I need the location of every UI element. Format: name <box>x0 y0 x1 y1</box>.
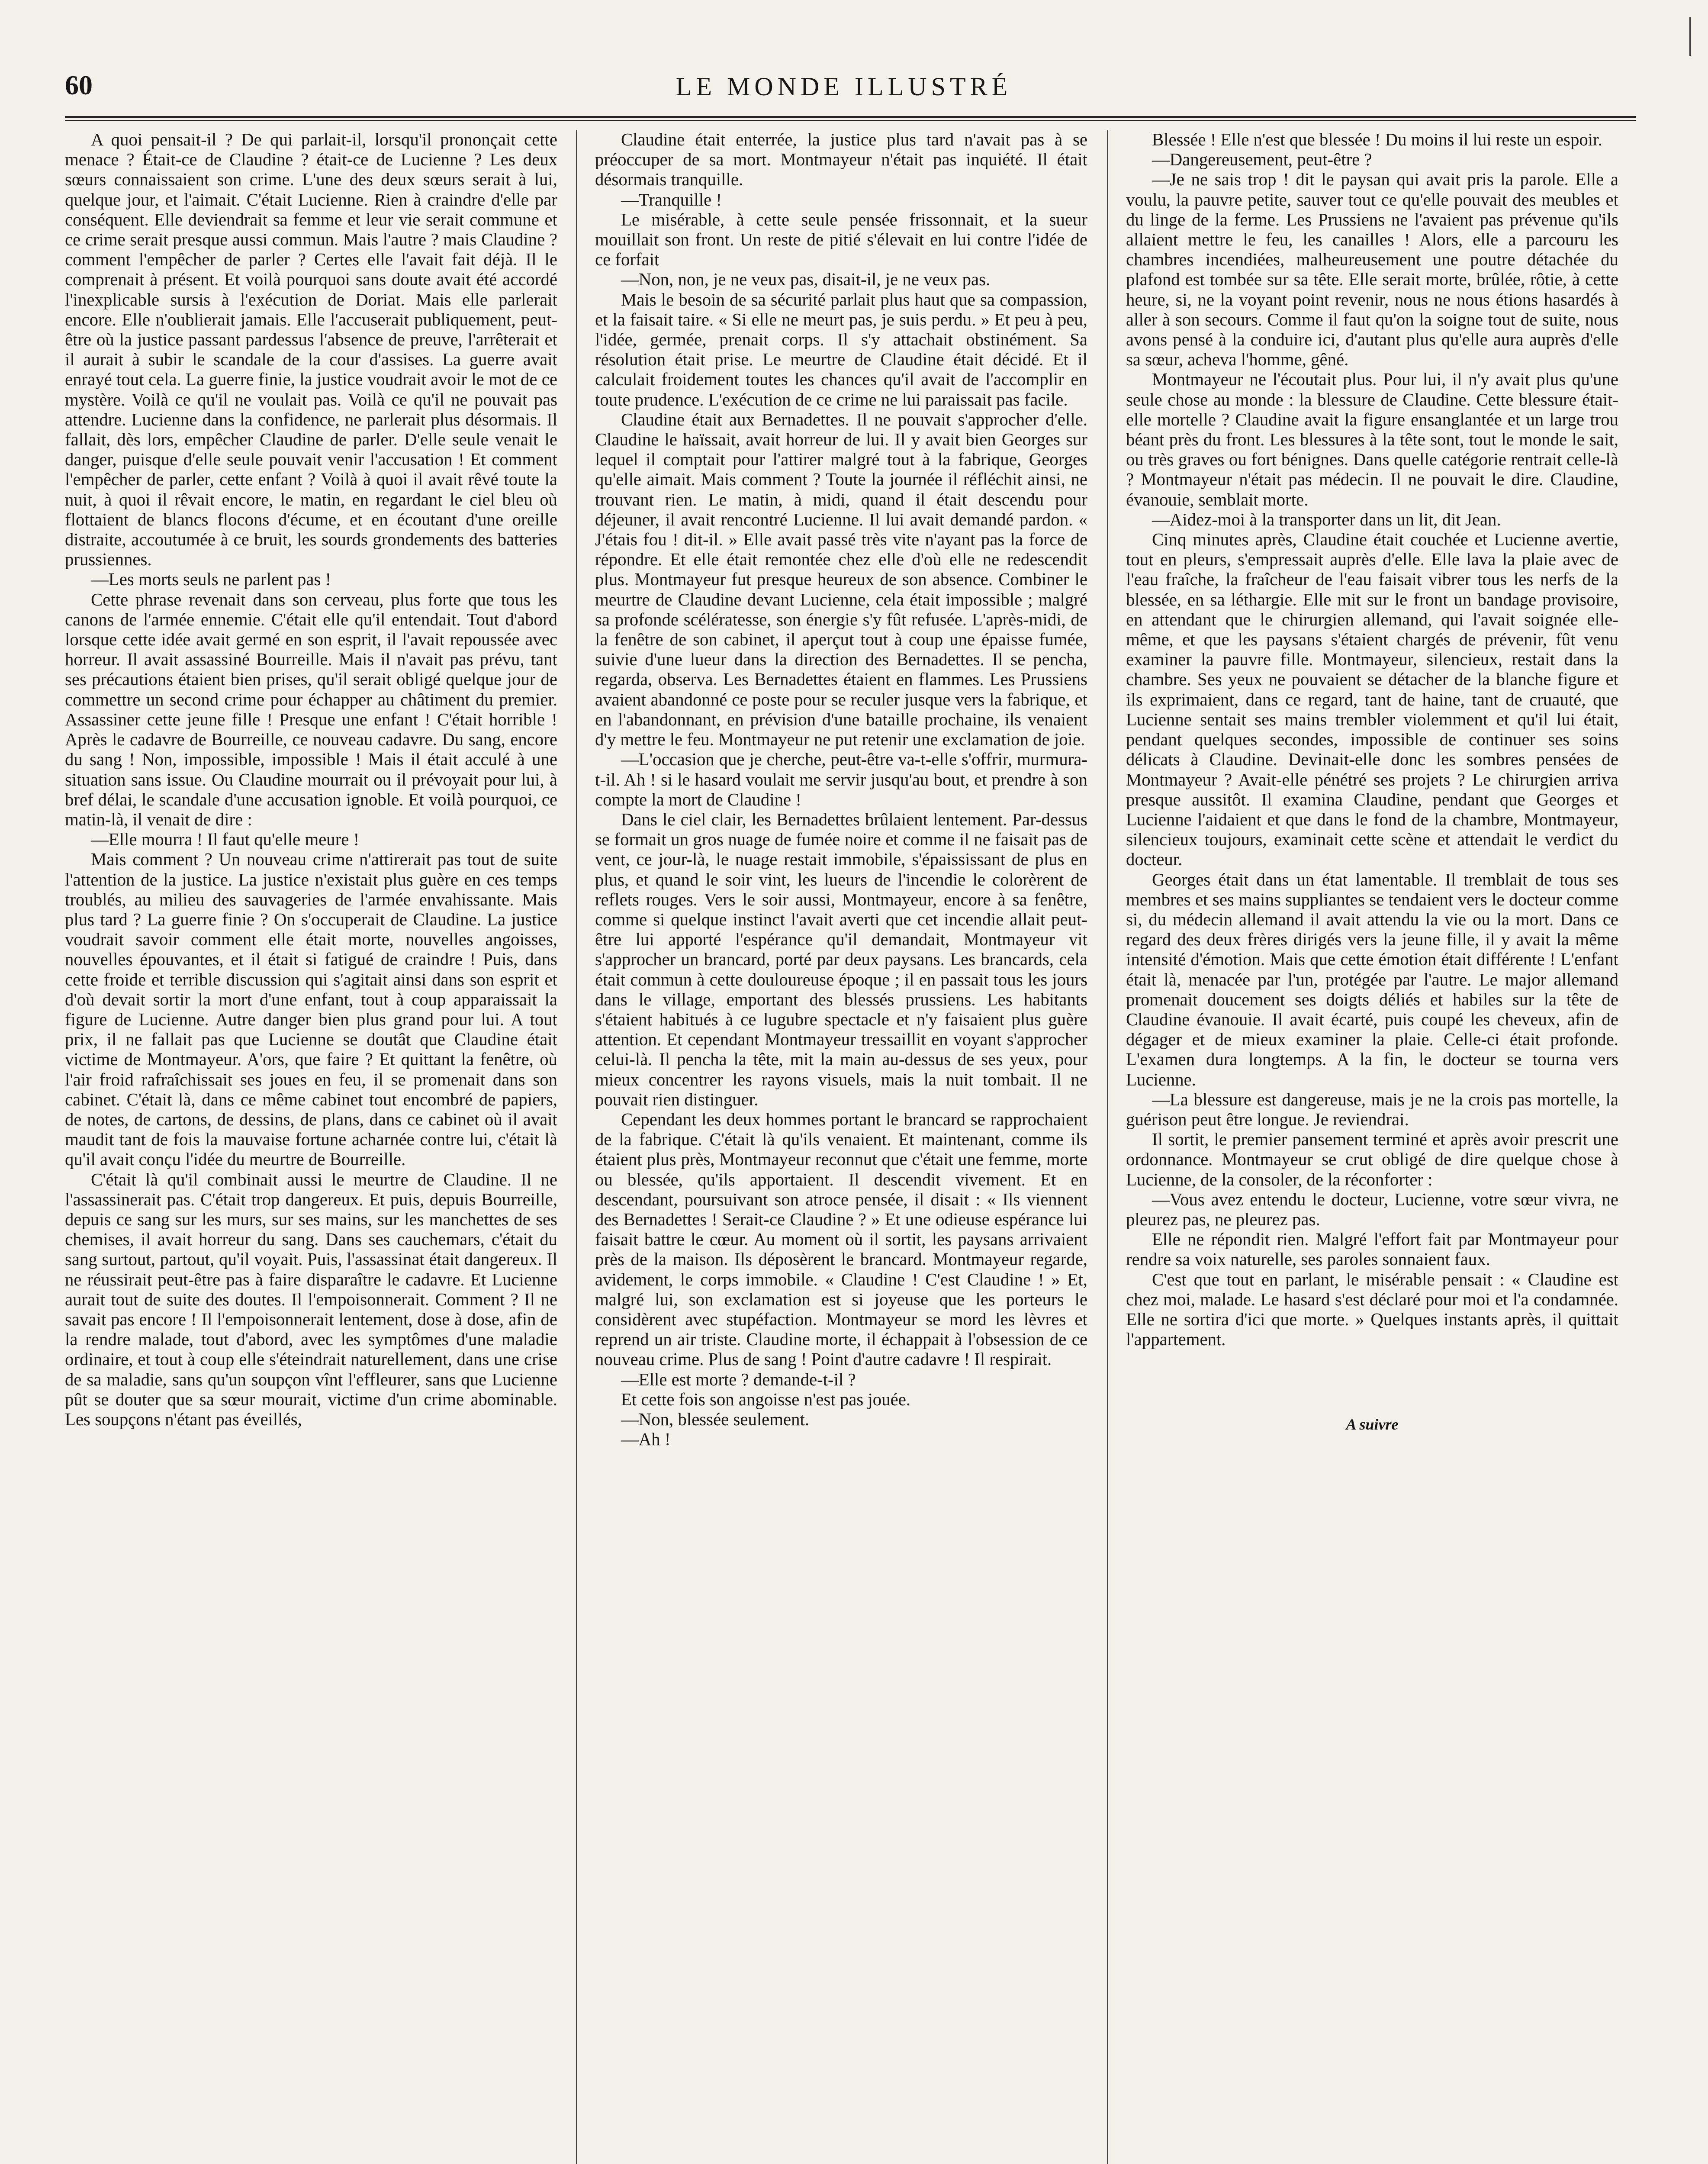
paragraph: —Les morts seuls ne parlent pas ! <box>91 570 331 589</box>
paragraph: Cependant les deux hommes portant le brancard se rapprochaient de la fabrique. C'était là qu'ils venaient. Et maintenant, comme ils étaient plus près, Montmayeur reconnut que c'était une femme, morte ou blessée, qu'ils apportaient. Il descendit vivement. Et en descendant, poursuivant son atroce pensée, il disait : « Ils viennent des Bernadettes ! Serait-ce Claudine ? » Et une odieuse espérance lui faisait battre le cœur. Au moment où il sortit, les paysans arrivaient près de la maison. Ils déposèrent le brancard. Montmayeur regarde, avidement, le corps immobile. « Claudine ! C'est Claudine ! » Et, malgré lui, son exclamation est si joyeuse que les porteurs le considèrent avec stupéfaction. Montmayeur se mord les lèvres et reprend un air triste. Claudine morte, il échappait à l'obsession de ce nouveau crime. Plus de sang ! Point d'autre cadavre ! Il respirait. <box>595 1109 1087 1369</box>
header-rule <box>65 116 1636 118</box>
paragraph: —Dangereusement, peut-être ? <box>1152 150 1372 170</box>
paragraph: —Non, blessée seulement. <box>621 1410 810 1429</box>
paragraph: Il sortit, le premier pansement terminé et après avoir prescrit une ordonnance. Montmayeur se crut obligé de dire quelque chose à Lucienne, de la consoler, de la réconforter : <box>1126 1130 1618 1189</box>
to-be-continued: A suivre <box>1346 1416 1399 1433</box>
paragraph: Et cette fois son angoisse n'est pas jouée. <box>621 1389 911 1409</box>
paragraph: —L'occasion que je cherche, peut-être va-t-elle s'offrir, murmura-t-il. Ah ! si le hasard voulait me servir jusqu'au bout, et prendre à son compte la mort de Claudine ! <box>595 750 1087 809</box>
paragraph: Georges était dans un état lamentable. Il tremblait de tous ses membres et ses mains suppliantes se tendaient vers le docteur comme si, du médecin allemand il avait attendu la vie ou la mort. Dans ce regard des deux frères dirigés vers la jeune fille, il y avait la même intensité d'émotion. Mais que cette émotion était différente ! L'enfant était là, menacée par l'un, protégée par l'autre. Le major allemand promenait doucement ses doigts déliés et habiles sur la tête de Claudine évanouie. Il avait écarté, puis coupé les cheveux, afin de dégager et de mieux examiner la plaie. Celle-ci était profonde. L'examen dura longtemps. A la fin, le docteur se tourna vers Lucienne. <box>1126 869 1618 1089</box>
binding-edge-mark <box>1689 17 1691 56</box>
column-3 <box>1126 130 1618 1435</box>
journal-title: LE MONDE ILLUSTRÉ <box>675 72 1012 101</box>
paragraph: —Non, non, je ne veux pas, disait-il, je ne veux pas. <box>621 270 991 290</box>
paragraph: —Je ne sais trop ! dit le paysan qui avait pris la parole. Elle a voulu, la pauvre petite, sauver tout ce qu'elle pouvait des meubles et du linge de la ferme. Les Prussiens ne l'avaient pas prévenue qu'ils allaient mettre le feu, les canailles ! Alors, elle a parcouru les chambres incendiées, malheureusement une poutre détachée du plafond est tombée sur sa tête. Elle serait morte, brûlée, rôtie, à cette heure, si, ne la voyant point revenir, nous ne nous étions hasardés à aller à son secours. Comme il faut qu'on la soigne tout de suite, nous avons pensé à la conduire ici, d'autant plus qu'elle aura auprès d'elle sa sœur, acheva l'homme, gêné. <box>1126 170 1618 370</box>
column-divider <box>1107 130 1108 2164</box>
column-1 <box>65 130 557 1430</box>
header-rule-thin <box>65 120 1636 121</box>
paragraph: Montmayeur ne l'écoutait plus. Pour lui, il n'y avait plus qu'une seule chose au monde : la blessure de Claudine. Cette blessure était-elle mortelle ? Claudine avait la figure ensanglantée et un large trou béant près du front. Les blessures à la tête sont, tout le monde le sait, ou très graves ou fort bénignes. Dans quelle catégorie rentrait celle-là ? Montmayeur n'était pas médecin. Il ne pouvait le dire. Claudine, évanouie, semblait morte. <box>1126 370 1618 509</box>
paragraph: Cette phrase revenait dans son cerveau, plus forte que tous les canons de l'armée ennemie. C'était elle qu'il entendait. Tout d'abord lorsque cette idée avait germé en son esprit, il l'avait repoussée avec horreur. Il avait assassiné Bourreille. Mais il n'avait pas prévu, tant ses précautions étaient bien prises, qu'il serait obligé quelque jour de commettre un second crime pour échapper au châtiment du premier. Assassiner cette jeune fille ! Presque une enfant ! C'était horrible ! Après le cadavre de Bourreille, ce nouveau cadavre. Du sang, encore du sang ! Non, impossible, impossible ! Mais il était acculé à une situation sans issue. Ou Claudine mourrait ou il prévoyait pour lui, à bref délai, le scandale d'une accusation ignoble. Et voilà pourquoi, ce matin-là, il venait de dire : <box>65 589 557 829</box>
column-2 <box>595 130 1087 1449</box>
paragraph: —La blessure est dangereuse, mais je ne la crois pas mortelle, la guérison peut être longue. Je reviendrai. <box>1126 1089 1618 1129</box>
paragraph: Blessée ! Elle n'est que blessée ! Du moins il lui reste un espoir. <box>1152 130 1602 149</box>
paragraph: Claudine était enterrée, la justice plus tard n'avait pas à se préoccuper de sa mort. Montmayeur n'était pas inquiété. Il était désormais tranquille. <box>595 130 1087 190</box>
paragraph: —Elle est morte ? demande-t-il ? <box>621 1369 856 1389</box>
paragraph: Elle ne répondit rien. Malgré l'effort fait par Montmayeur pour rendre sa voix naturelle, ses paroles sonnaient faux. <box>1126 1230 1618 1269</box>
paragraph: Mais comment ? Un nouveau crime n'attirerait pas tout de suite l'attention de la justice. La justice n'existait plus guère en ces temps troublés, au milieu des sauvageries de l'armée envahissante. Mais plus tard ? La guerre finie ? On s'occuperait de Claudine. La justice voudrait savoir comment elle était morte, nouvelles angoisses, nouvelles épouvantes, et il était si fatigué de craindre ! Puis, dans cette froide et terrible discussion qui s'agitait ainsi dans son esprit et d'où devait sortir la mort d'une enfant, tout à coup apparaissait la figure de Lucienne. Autre danger bien plus grand pour lui. A tout prix, il ne fallait pas que Lucienne se doutât que Claudine était victime de Montmayeur. A'ors, que faire ? Et quittant la fenêtre, où l'air froid rafraîchissait ses joues en feu, il se promenait dans son cabinet. C'était là, dans ce même cabinet tout encombré de papiers, de notes, de cartons, de dessins, de plans, dans ce cabinet où il avait maudit tant de fois la mauvaise fortune acharnée contre lui, c'était là qu'il avait conçu l'idée du meurtre de Bourreille. <box>65 850 557 1169</box>
page-number: 60 <box>65 70 93 100</box>
column-divider <box>576 130 577 2164</box>
paragraph: C'était là qu'il combinait aussi le meurtre de Claudine. Il ne l'assassinerait pas. C'était trop dangereux. Et puis, depuis Bourreille, depuis ce sang sur les murs, sur ses mains, sur les manchettes de ses chemises, il avait horreur du sang. Dans ses cauchemars, c'était du sang surtout, partout, qu'il voyait. Puis, l'assassinat était dangereux. Il ne réussirait peut-être pas à faire disparaître le cadavre. Et Lucienne aurait tout de suite des doutes. Il l'empoisonnerait. Comment ? Il ne savait pas encore ! Il l'empoisonnerait lentement, dose à dose, afin de la rendre malade, tout d'abord, avec les symptômes d'une maladie ordinaire, et tout à coup elle s'éteindrait naturellement, dans une crise de sa maladie, sans qu'un soupçon vînt l'effleurer, sans que Lucienne pût se douter que sa sœur mourait, victime d'un crime abominable. Les soupçons n'étant pas éveillés, <box>65 1169 557 1429</box>
paragraph: —Elle mourra ! Il faut qu'elle meure ! <box>91 830 360 850</box>
paragraph: Cinq minutes après, Claudine était couchée et Lucienne avertie, tout en pleurs, s'empressait auprès d'elle. Elle lava la plaie avec de l'eau fraîche, la fraîcheur de l'eau faisait vibrer tous les nerfs de la blessée, en sa léthargie. Elle mit sur le front un bandage provisoire, en attendant que le chirurgien allemand, qui l'avait soignée elle-même, et que les paysans s'étaient chargés de prévenir, fût venu examiner la pauvre fille. Montmayeur, silencieux, restait dans la chambre. Ses yeux ne pouvaient se détacher de la blanche figure et ils exprimaient, dans ce regard, tant de haine, tant de cruauté, que Lucienne sentait ses mains trembler violemment et qu'il lui était, pendant quelques secondes, impossible de continuer ses soins délicats à Claudine. Devinait-elle donc les sombres pensées de Montmayeur ? Avait-elle pénétré ses projets ? Le chirurgien arriva presque aussitôt. Il examina Claudine, pendant que Georges et Lucienne l'aidaient et que dans le fond de la chambre, Montmayeur, silencieux toujours, examinait cette scène et attendait le verdict du docteur. <box>1126 530 1618 869</box>
paragraph: —Aidez-moi à la transporter dans un lit, dit Jean. <box>1152 509 1501 529</box>
page-header <box>65 69 1623 117</box>
paragraph: —Vous avez entendu le docteur, Lucienne, votre sœur vivra, ne pleurez pas, ne pleurez pas. <box>1126 1189 1618 1229</box>
paragraph: Le misérable, à cette seule pensée frissonnait, et la sueur mouillait son front. Un reste de pitié s'élevait en lui contre l'idée de ce forfait <box>595 209 1087 270</box>
paragraph: Mais le besoin de sa sécurité parlait plus haut que sa compassion, et la faisait taire. « Si elle ne meurt pas, je suis perdu. » Et peu à peu, l'idée, germée, prenait corps. Il s'y attachait obstinément. Sa résolution était prise. Le meurtre de Claudine était décidé. Et il calculait froidement toutes les chances qu'il avait de l'accomplir en toute prudence. L'exécution de ce crime ne lui paraissait pas facile. <box>595 290 1087 409</box>
paragraph: Claudine était aux Bernadettes. Il ne pouvait s'approcher d'elle. Claudine le haïssait, avait horreur de lui. Il y avait bien Georges sur lequel il comptait pour l'attirer malgré tout à la fabrique, Georges qu'elle aimait. Mais comment ? Toute la journée il réfléchit ainsi, ne trouvant rien. Le matin, à midi, quand il était descendu pour déjeuner, il avait rencontré Lucienne. Il lui avait demandé pardon. « J'étais fou ! dit-il. » Elle avait passé très vite n'ayant pas la force de répondre. Et elle était remontée chez elle d'où elle ne redescendit plus. Montmayeur fut presque heureux de son absence. Combiner le meurtre de Claudine devant Lucienne, cela était impossible ; malgré sa profonde scélératesse, son énergie s'y fût refusée. L'après-midi, de la fenêtre de son cabinet, il aperçut tout à coup une épaisse fumée, suivie d'une lueur dans la direction des Bernadettes. Il se pencha, regarda, observa. Les Bernadettes étaient en flammes. Les Prussiens avaient abandonné ce poste pour se reculer jusque vers la fabrique, et en l'abandonnant, en prévision d'une bataille prochaine, ils venaient d'y mettre le feu. Montmayeur ne put retenir une exclamation de joie. <box>595 409 1087 750</box>
paragraph: —Tranquille ! <box>621 190 722 209</box>
paragraph: Dans le ciel clair, les Bernadettes brûlaient lentement. Par-dessus se formait un gros nuage de fumée noire et comme il ne faisait pas de vent, ce jour-là, le nuage restait immobile, s'épaississant de plus en plus, et quand le soir vint, les lueurs de l'incendie le colorèrent de reflets rouges. Vers le soir aussi, Montmayeur, encore à sa fenêtre, comme si quelque instinct l'avait averti que cet incendie allait peut-être lui apporté l'espérance qu'il demandait, Montmayeur vit s'approcher un brancard, porté par deux paysans. Les brancards, cela était commun à cette douloureuse époque ; il en passait tous les jours dans le village, emportant des blessés prussiens. Les habitants s'étaient habitués à ce lugubre spectacle et n'y faisaient plus guère attention. Et cependant Montmayeur tressaillit en voyant s'approcher celui-là. Il pencha la tête, mit la main au-dessus de ses yeux, pour mieux concentrer les rayons visuels, mais la nuit tombait. Il ne pouvait rien distinguer. <box>595 809 1087 1109</box>
paragraph: —Ah ! <box>621 1430 671 1449</box>
paragraph: C'est que tout en parlant, le misérable pensait : « Claudine est chez moi, malade. Le hasard s'est déclaré pour moi et l'a condamnée. Elle ne sortira d'ici que morte. » Quelques instants après, il quittait l'appartement. <box>1126 1269 1618 1349</box>
paragraph: A quoi pensait-il ? De qui parlait-il, lorsqu'il prononçait cette menace ? Était-ce de Claudine ? était-ce de Lucienne ? Les deux sœurs connaissaient son crime. L'une des deux sœurs serait à lui, quelque jour, et l'aimait. C'était Lucienne. Rien à craindre d'elle par conséquent. Elle deviendrait sa femme et leur vie serait commune et ce crime serait presque aussi commun. Mais l'autre ? mais Claudine ? comment l'empêcher de parler ? Certes elle l'avait fait déjà. Il le comprenait à présent. Et voilà pourquoi sans doute avait été accordé l'inexplicable sursis à l'exécution de Doriat. Mais elle parlerait encore. Elle n'oublierait jamais. Elle l'accuserait publiquement, peut-être où la justice passant pardessus l'absence de preuve, l'arrêterait et il aurait à subir le scandale de la cour d'assises. La guerre avait enrayé tout cela. La guerre finie, la justice voudrait avoir le mot de ce mystère. Voilà ce qu'il ne voulait pas. Voilà ce qu'il ne pouvait pas attendre. Lucienne dans la confidence, ne parlerait plus désormais. Il fallait, dès lors, empêcher Claudine de parler. D'elle seule venait le danger, puisque d'elle seule pouvait venir l'accusation ! Et comment l'empêcher de parler, cette enfant ? Voilà à quoi il avait rêvé toute la nuit, à quoi il rêvait encore, le matin, en regardant le ciel bleu où flottaient de blancs flocons d'écume, et en écoutant d'une oreille distraite, accoutumée à ce bruit, les sourds grondements des batteries prussiennes. <box>65 130 557 570</box>
